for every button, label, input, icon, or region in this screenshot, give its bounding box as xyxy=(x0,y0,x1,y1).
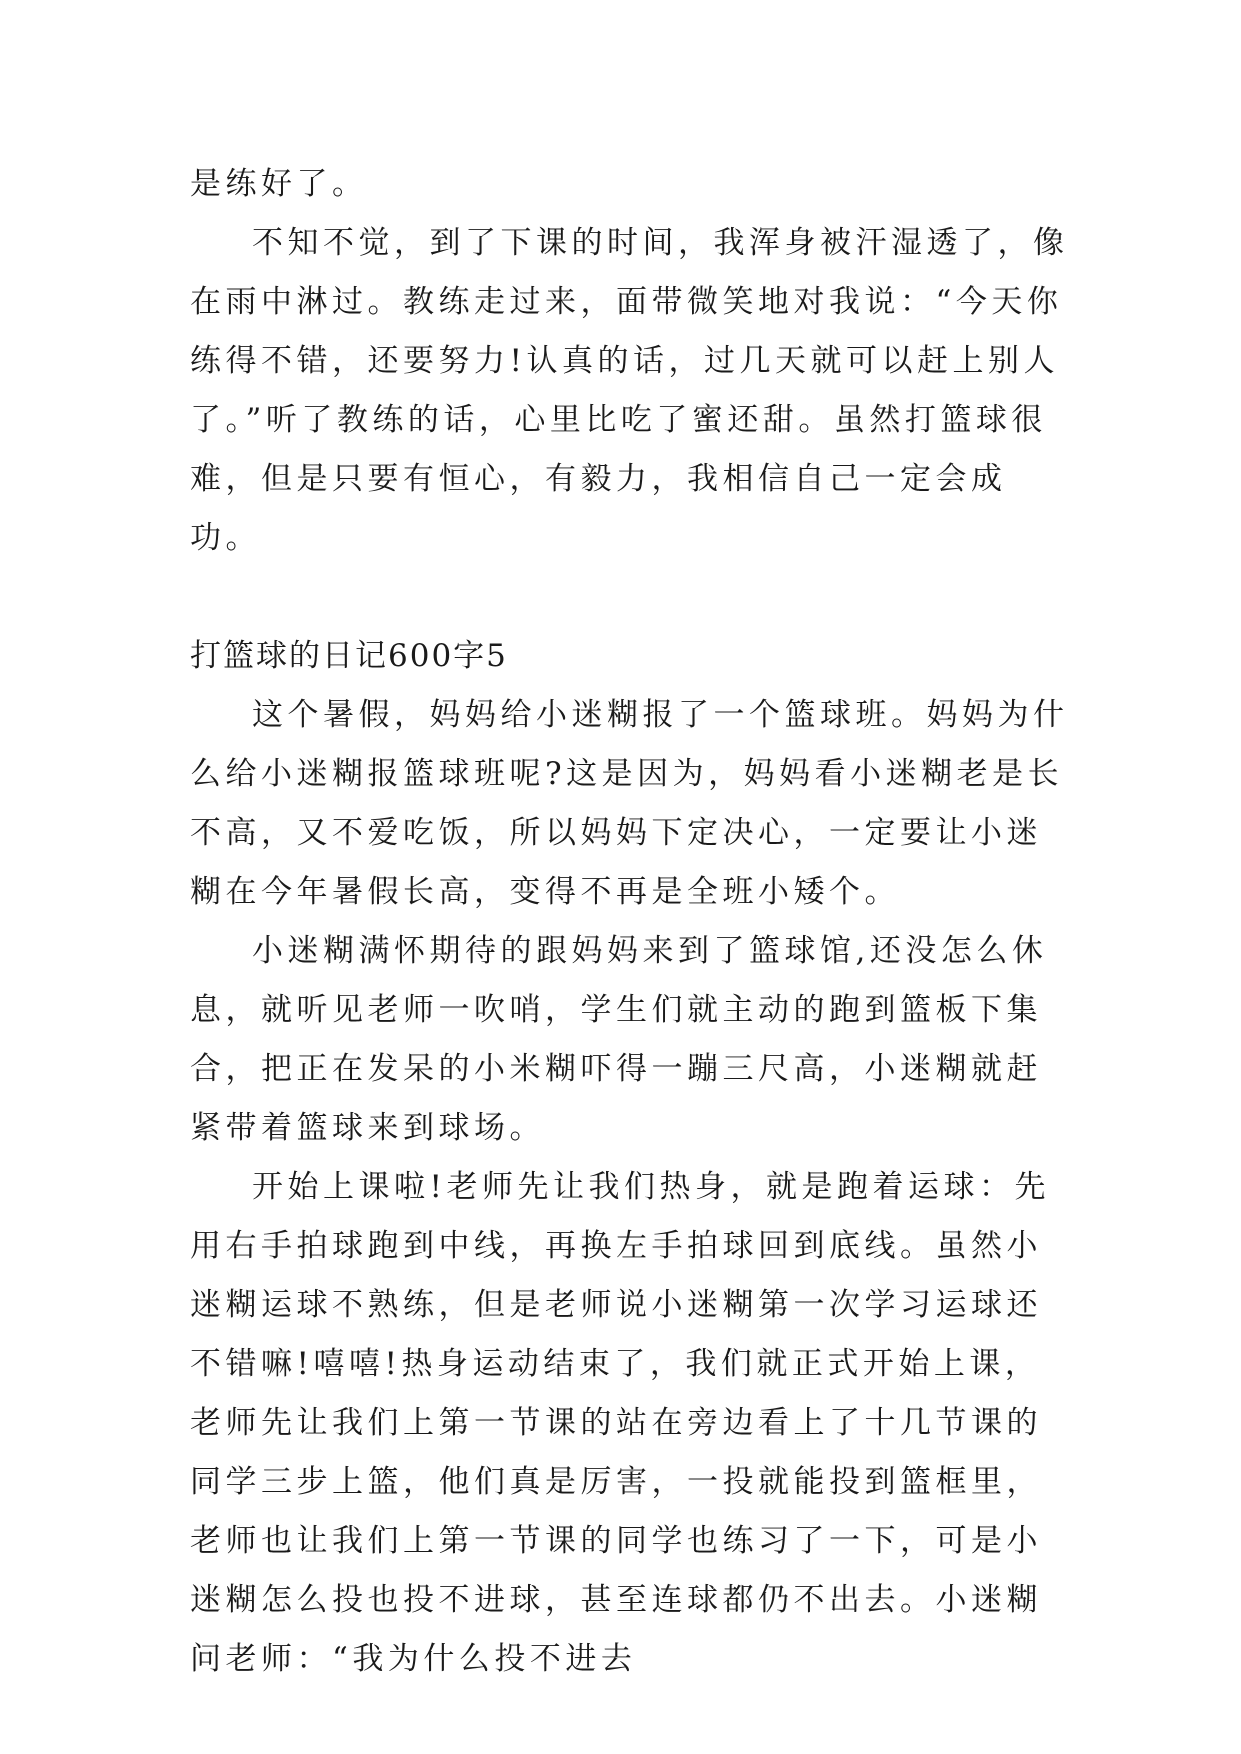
section-title: 打篮球的日记600字5 xyxy=(190,638,508,674)
paragraph: 小迷糊满怀期待的跟妈妈来到了篮球馆,还没怎么休息，就听见老师一吹哨，学生们就主动的跑到篮板下集合，把正在发呆的小米糊吓得一蹦三尺高，小迷糊就赶紧带着篮球来到球场。 xyxy=(190,933,1048,1146)
paragraph: 开始上课啦!老师先让我们热身，就是跑着运球：先用右手拍球跑到中线，再换左手拍球回到底线。虽然小迷糊运球不熟练，但是老师说小迷糊第一次学习运球还不错嘛!嘻嘻!热身运动结束了，我们就正式开始上课，老师先让我们上第一节课的站在旁边看上了十几节课的同学三步上篮，他们真是厉害，一投就能投到篮框里，老师也让我们上第一节课的同学也练习了一下，可是小迷糊怎么投也投不进球，甚至连球都仍不出去。小迷糊问老师：“我为什么投不进去 xyxy=(190,1169,1050,1677)
paragraph-continued: 是练好了。 xyxy=(190,166,368,202)
paragraph: 这个暑假，妈妈给小迷糊报了一个篮球班。妈妈为什么给小迷糊报篮球班呢?这是因为，妈妈看小迷糊老是长不高，又不爱吃饭，所以妈妈下定决心，一定要让小迷糊在今年暑假长高，变得不再是全班小矮个。 xyxy=(190,697,1069,910)
paragraph: 不知不觉，到了下课的时间，我浑身被汗湿透了，像在雨中淋过。教练走过来，面带微笑地对我说：“今天你练得不错，还要努力!认真的话，过几天就可以赶上别人了。”听了教练的话，心里比吃了蜜还甜。虽然打篮球很难，但是只要有恒心，有毅力，我相信自己一定会成功。 xyxy=(190,225,1069,556)
document-body xyxy=(190,155,1070,1689)
